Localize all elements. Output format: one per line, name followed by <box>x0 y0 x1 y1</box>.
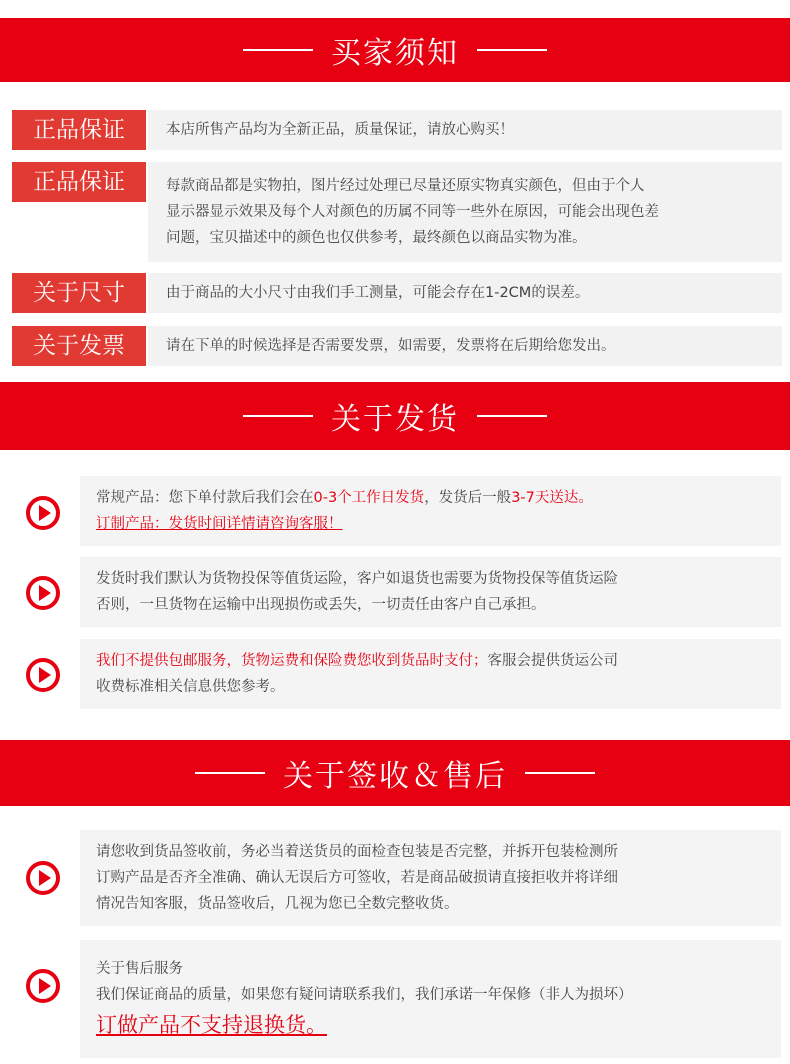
shipping-line: 否则，一旦货物在运输中出现损伤或丢失，一切责任由客户自己承担。 <box>96 597 546 613</box>
banner-dash-left <box>195 772 265 774</box>
banner-dash-left <box>243 49 313 51</box>
signing-box-2 <box>80 940 781 1058</box>
banner-dash-right <box>477 415 547 417</box>
text-no-return-custom: 订做产品不支持退换货。 <box>96 1013 327 1037</box>
text-highlight: 我们不提供包邮服务，货物运费和保险费您收到货品时支付； <box>96 653 488 669</box>
shipping-line: 发货时我们默认为货物投保等值货运险，客户如退货也需要为货物投保等值货运险 <box>96 571 618 587</box>
text-highlight: 0-3个工作日发货 <box>313 490 425 506</box>
banner-shipping <box>0 382 790 450</box>
label-size: 关于尺寸 <box>12 273 146 313</box>
banner-dash-right <box>477 49 547 51</box>
shipping-line <box>96 485 767 511</box>
panel-text: 由于商品的大小尺寸由我们手工测量，可能会存在1-2CM的误差。 <box>166 285 590 301</box>
banner-title: 买家须知 <box>331 36 459 71</box>
shipping-line: 收费标准相关信息供您参考。 <box>96 679 285 695</box>
shipping-box-1 <box>80 476 781 546</box>
banner-buyer-notice <box>0 18 790 82</box>
text-regular: 常规产品：您下单付款后我们会在 <box>96 490 314 506</box>
panel-text: 请在下单的时候选择是否需要发票，如需要，发票将在后期给您发出。 <box>166 338 616 354</box>
panel-text: 本店所售产品均为全新正品，质量保证，请放心购买！ <box>166 122 514 138</box>
panel-size <box>148 273 782 313</box>
label-invoice: 关于发票 <box>12 326 146 366</box>
panel-line: 显示器显示效果及每个人对颜色的历属不同等一些外在原因，可能会出现色差 <box>166 204 659 220</box>
signing-line: 情况告知客服，货品签收后，几视为您已全数完整收货。 <box>96 896 459 912</box>
play-circle-icon <box>25 968 61 1004</box>
shipping-line <box>96 511 767 537</box>
play-circle-icon <box>25 860 61 896</box>
panel-line: 每款商品都是实物拍，图片经过处理已尽量还原实物真实颜色，但由于个人 <box>166 178 645 194</box>
signing-line: 关于售后服务 <box>96 961 183 977</box>
banner-title: 关于发货 <box>331 402 459 437</box>
signing-line: 请您收到货品签收前，务必当着送货员的面检查包装是否完整，并拆开包装检测所 <box>96 844 618 860</box>
panel-genuine-1 <box>148 110 782 150</box>
banner-title: 关于签收＆售后 <box>283 759 507 794</box>
panel-genuine-2 <box>148 162 782 262</box>
signing-box-1 <box>80 830 781 926</box>
shipping-box-2 <box>80 557 781 627</box>
banner-dash-right <box>525 772 595 774</box>
banner-signing-aftersales <box>0 740 790 806</box>
text-highlight: 3-7天送达。 <box>511 490 593 506</box>
text-regular: 客服会提供货运公司 <box>487 653 618 669</box>
play-circle-icon <box>25 495 61 531</box>
text-regular: ，发货后一般 <box>424 490 512 506</box>
label-genuine-1: 正品保证 <box>12 110 146 150</box>
shipping-box-3 <box>80 639 781 709</box>
panel-line: 问题，宝贝描述中的颜色也仅供参考，最终颜色以商品实物为准。 <box>166 230 587 246</box>
banner-dash-left <box>243 415 313 417</box>
signing-line: 订购产品是否齐全准确、确认无误后方可签收，若是商品破损请直接拒收并将详细 <box>96 870 618 886</box>
play-circle-icon <box>25 657 61 693</box>
label-genuine-2: 正品保证 <box>12 162 146 202</box>
play-circle-icon <box>25 575 61 611</box>
text-custom-order: 订制产品：发货时间详情请咨询客服！ <box>96 516 343 532</box>
shipping-line <box>96 648 767 674</box>
panel-invoice <box>148 326 782 366</box>
signing-line: 我们保证商品的质量，如果您有疑问请联系我们，我们承诺一年保修（非人为损坏） <box>96 987 633 1003</box>
